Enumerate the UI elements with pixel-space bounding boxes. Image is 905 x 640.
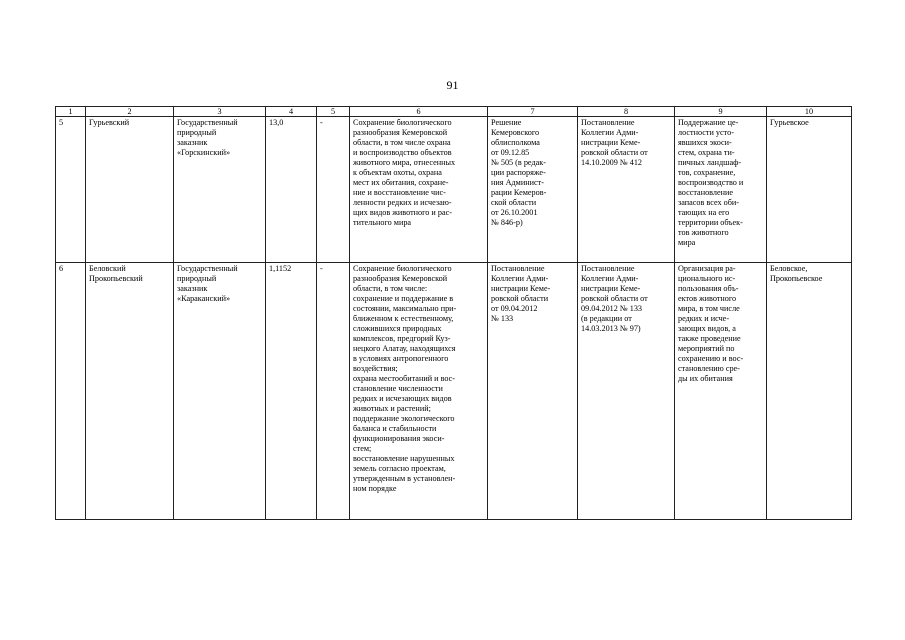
column-number-6: 6 xyxy=(350,107,488,117)
column-number-2: 2 xyxy=(86,107,174,117)
purpose-cell: Сохранение биологического разнообразия Кемеровской области, в том числе охрана и воспроизводство объектов животного мира, отнесенных к объектам охоты, охрана мест их обитания, сохране- ние и восстановление чис- ленности редких и исчезаю- щих видов животного и рас- тительного мира xyxy=(350,117,488,263)
area-cell: 1,1152 xyxy=(266,263,317,520)
column-number-8: 8 xyxy=(578,107,675,117)
reserve-name-cell: Государственный природный заказник «Горскинский» xyxy=(174,117,266,263)
table-row xyxy=(56,117,852,263)
column-number-9: 9 xyxy=(675,107,767,117)
district-cell: Гурьевский xyxy=(86,117,174,263)
column-5-cell: - xyxy=(317,263,350,520)
row-number-cell: 5 xyxy=(56,117,86,263)
objectives-cell: Поддержание це- лостности усто- явшихся экоси- стем, охрана ти- пичных ландшаф- тов, сохранение, воспроизводство и восстановление запасов всех оби- тающих на его территории объек- тов животного мира xyxy=(675,117,767,263)
reserve-name-cell: Государственный природный заказник «Караканский» xyxy=(174,263,266,520)
page-number: 91 xyxy=(446,78,459,92)
establishing-act-cell: Постановление Коллегии Адми- нистрации Кеме- ровской области от 09.04.2012 № 133 xyxy=(488,263,578,520)
column-5-cell: - xyxy=(317,117,350,263)
settlement-cell: Беловское, Прокопьевское xyxy=(767,263,852,520)
column-number-3: 3 xyxy=(174,107,266,117)
purpose-cell: Сохранение биологического разнообразия Кемеровской области, в том числе: сохранение и поддержание в состоянии, максимально при- ближенном к естественному, сложившихся природных комплексов, предгорий Куз- нецкого Алатау, находящихся в условиях антропогенного воздействия; охрана местообитаний и вос- становление численности редких и исчезающих видов животных и растений; поддержание экологического баланса и стабильности функционирования экоси- стем; восстановление нарушенных земель согласно проектам, утвержденным в установлен- ном порядке xyxy=(350,263,488,520)
column-number-7: 7 xyxy=(488,107,578,117)
column-number-1: 1 xyxy=(56,107,86,117)
row-number-cell: 6 xyxy=(56,263,86,520)
regulation-cell: Постановление Коллегии Адми- нистрации Кеме- ровской области от 09.04.2012 № 133 (в редакции от 14.03.2013 № 97) xyxy=(578,263,675,520)
objectives-cell: Организация ра- ционального ис- пользования объ- ектов животного мира, в том числе редких и исче- зающих видов, а также проведение мероприятий по сохранению и вос- становлению сре- ды их обитания xyxy=(675,263,767,520)
regulation-cell: Постановление Коллегии Адми- нистрации Кеме- ровской области от 14.10.2009 № 412 xyxy=(578,117,675,263)
column-number-4: 4 xyxy=(266,107,317,117)
district-cell: Беловский Прокопьевский xyxy=(86,263,174,520)
column-number-row xyxy=(56,107,852,117)
area-cell: 13,0 xyxy=(266,117,317,263)
settlement-cell: Гурьевское xyxy=(767,117,852,263)
reserves-table xyxy=(55,106,852,520)
column-number-10: 10 xyxy=(767,107,852,117)
establishing-act-cell: Решение Кемеровского облисполкома от 09.12.85 № 505 (в редак- ции распоряже- ния Админист- рации Кемеров- ской области от 26.10.2001 № 846-р) xyxy=(488,117,578,263)
table-row xyxy=(56,263,852,520)
column-number-5: 5 xyxy=(317,107,350,117)
